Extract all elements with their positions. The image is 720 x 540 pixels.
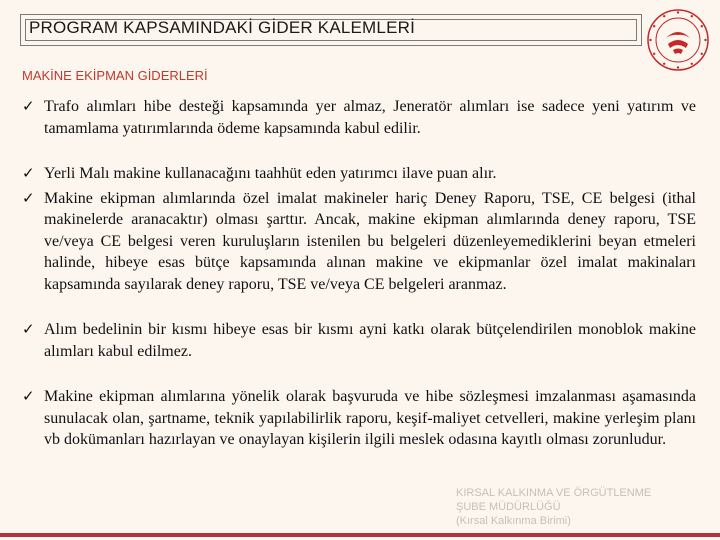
bullet-item bbox=[20, 163, 696, 185]
bullet-item bbox=[20, 188, 696, 296]
checkmark-icon: ✓ bbox=[22, 188, 35, 207]
footer-line: KIRSAL KALKINMA VE ÖRGÜTLENME bbox=[456, 487, 652, 499]
footer-bar bbox=[0, 533, 720, 537]
bullet-text: Trafo alımları hibe desteği kapsamında yer almaz, Jeneratör alımları ise sadece yeni yatırım ve tamamlama yatırımlarında ödeme kapsamında kabul edilir. bbox=[44, 98, 696, 137]
checkmark-icon: ✓ bbox=[22, 97, 35, 115]
bullet-item bbox=[20, 96, 696, 139]
page-title: PROGRAM KAPSAMINDAKİ GİDER KALEMLERİ bbox=[29, 18, 416, 37]
bullet-text: Makine ekipman alımlarında özel imalat makineler hariç Deney Raporu, TSE, CE belgesi (ithal makinelerde aranacaktır) olması şarttır. Ancak, makine ekipman alımlarında deney raporu, TSE ve/veya CE belgesi veren kuruluşların istenilen bu belgeleri düzenleyemediklerini beyan etmeleri halinde, hibeye esas bütçe kapsamında alınan makine ve ekipmanlar özel imalat makinaları kapsamında sayılarak deney raporu, TSE ve/veya CE belgeleri aranmaz. bbox=[44, 189, 696, 293]
checkmark-icon: ✓ bbox=[22, 164, 35, 182]
bullet-text: Yerli Malı makine kullanacağını taahhüt eden yatırımcı ilave puan alır. bbox=[44, 165, 497, 182]
bullet-item bbox=[20, 319, 696, 362]
bullet-text: Alım bedelinin bir kısmı hibeye esas bir kısmı ayni katkı olarak bütçelendirilen monoblok makine alımları kabul edilmez. bbox=[44, 321, 696, 360]
bullet-item bbox=[20, 386, 696, 451]
footer-line: ŞUBE MÜDÜRLÜĞÜ bbox=[456, 501, 561, 513]
bullet-list bbox=[20, 96, 696, 451]
title-box bbox=[20, 14, 642, 46]
section-heading: MAKİNE EKİPMAN GİDERLERİ bbox=[22, 68, 208, 83]
footer-department bbox=[456, 486, 651, 528]
footer-line: (Kırsal Kalkınma Birimi) bbox=[456, 515, 571, 527]
checkmark-icon: ✓ bbox=[22, 387, 35, 405]
ministry-emblem-icon bbox=[646, 8, 710, 72]
bullet-text: Makine ekipman alımlarına yönelik olarak başvuruda ve hibe sözleşmesi imzalanması aşamasında sunulacak olan, şartname, teknik yapılabilirlik raporu, keşif-maliyet cetvelleri, makine yerleşim planı vb dokümanları hazırlayan ve onaylayan kişilerin ilgili meslek odasına kayıtlı olması zorunludur. bbox=[44, 388, 696, 448]
checkmark-icon: ✓ bbox=[22, 320, 35, 338]
